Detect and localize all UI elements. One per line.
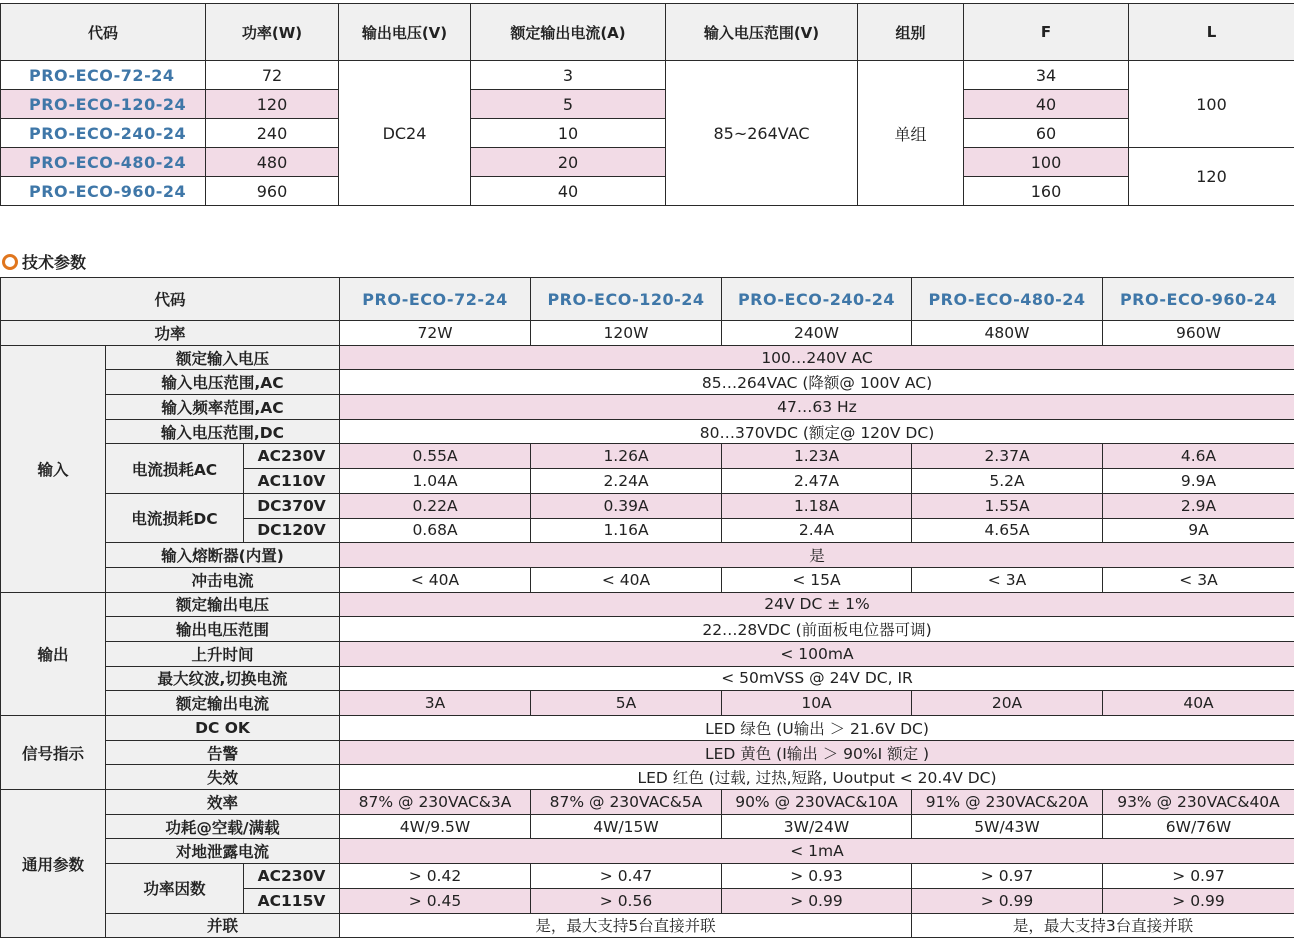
value-cell: 3W/24W	[722, 814, 912, 839]
value-cell: 2.47A	[722, 469, 912, 494]
sub-label: AC230V	[244, 444, 340, 469]
header-row	[1, 4, 1294, 61]
value-cell: 0.39A	[531, 493, 722, 518]
value-cell: 1.55A	[912, 493, 1103, 518]
header-model: PRO-ECO-72-24	[340, 278, 531, 321]
value-cell: 47…63 Hz	[340, 395, 1294, 420]
table-row	[1, 839, 1294, 864]
value-cell: 90% @ 230VAC&10A	[722, 790, 912, 815]
value-cell: 2.9A	[1103, 493, 1294, 518]
value-cell: LED 黄色 (I输出 ＞ 90%I 额定 )	[340, 740, 1294, 765]
power-cell: 72	[206, 61, 339, 90]
value-cell: 240W	[722, 321, 912, 346]
value-cell: 0.22A	[340, 493, 531, 518]
header-code: 代码	[1, 278, 340, 321]
power-cell: 960	[206, 177, 339, 206]
group-label-output: 输出	[1, 592, 106, 715]
f-cell: 60	[964, 119, 1129, 148]
value-cell: > 0.97	[912, 864, 1103, 889]
value-cell: 100…240V AC	[340, 345, 1294, 370]
f-cell: 160	[964, 177, 1129, 206]
value-cell: 2.37A	[912, 444, 1103, 469]
table-row	[1, 419, 1294, 444]
row-label: 输出电压范围	[106, 617, 340, 642]
value-cell: 0.55A	[340, 444, 531, 469]
value-cell: 是，最大支持3台直接并联	[912, 913, 1294, 938]
value-cell: 85…264VAC (降额@ 100V AC)	[340, 370, 1294, 395]
group-label-input: 输入	[1, 345, 106, 592]
value-cell: 6W/76W	[1103, 814, 1294, 839]
value-cell: 91% @ 230VAC&20A	[912, 790, 1103, 815]
table-row	[1, 395, 1294, 420]
table-row	[1, 567, 1294, 592]
value-cell: 3A	[340, 691, 531, 716]
power-row	[1, 321, 1294, 346]
row-label: 并联	[106, 913, 340, 938]
value-cell: < 40A	[340, 567, 531, 592]
table-row	[1, 177, 1294, 206]
table-row	[1, 90, 1294, 119]
table-row	[1, 913, 1294, 938]
value-cell: 5A	[531, 691, 722, 716]
table-row	[1, 666, 1294, 691]
table-row	[1, 345, 1294, 370]
value-cell: 9.9A	[1103, 469, 1294, 494]
value-cell: > 0.99	[1103, 888, 1294, 913]
model-code: PRO-ECO-960-24	[1, 177, 206, 206]
sub-label: DC370V	[244, 493, 340, 518]
value-cell: 480W	[912, 321, 1103, 346]
header-power: 功率(W)	[206, 4, 339, 61]
value-cell: 1.18A	[722, 493, 912, 518]
row-label: 输入电压范围,AC	[106, 370, 340, 395]
value-cell: 5W/43W	[912, 814, 1103, 839]
group-cell: 单组	[858, 61, 964, 206]
header-l: L	[1129, 4, 1294, 61]
row-label: 最大纹波,切换电流	[106, 666, 340, 691]
group-label-general: 通用参数	[1, 790, 106, 938]
value-cell: LED 红色 (过载, 过热,短路, Uoutput < 20.4V DC)	[340, 765, 1294, 790]
model-code: PRO-ECO-240-24	[1, 119, 206, 148]
table-row	[1, 790, 1294, 815]
table-row	[1, 592, 1294, 617]
value-cell: 1.26A	[531, 444, 722, 469]
value-cell: 22…28VDC (前面板电位器可调)	[340, 617, 1294, 642]
sub-label: AC110V	[244, 469, 340, 494]
power-cell: 480	[206, 148, 339, 177]
table-row	[1, 493, 1294, 518]
table-row	[1, 716, 1294, 741]
f-cell: 100	[964, 148, 1129, 177]
header-model: PRO-ECO-960-24	[1103, 278, 1294, 321]
value-cell: < 50mVSS @ 24V DC, IR	[340, 666, 1294, 691]
value-cell: 5.2A	[912, 469, 1103, 494]
header-model: PRO-ECO-120-24	[531, 278, 722, 321]
value-cell: > 0.42	[340, 864, 531, 889]
value-cell: 0.68A	[340, 518, 531, 543]
header-rated-current: 额定输出电流(A)	[471, 4, 666, 61]
row-label: 上升时间	[106, 641, 340, 666]
value-cell: 是，最大支持5台直接并联	[340, 913, 912, 938]
row-label: 电流损耗AC	[106, 444, 244, 493]
l-cell: 100	[1129, 61, 1294, 148]
value-cell: > 0.99	[722, 888, 912, 913]
value-cell: < 15A	[722, 567, 912, 592]
value-cell: 960W	[1103, 321, 1294, 346]
value-cell: 87% @ 230VAC&3A	[340, 790, 531, 815]
row-label: 输入熔断器(内置)	[106, 543, 340, 568]
current-cell: 20	[471, 148, 666, 177]
model-code: PRO-ECO-72-24	[1, 61, 206, 90]
model-selection-table	[0, 3, 1294, 206]
table-row	[1, 740, 1294, 765]
value-cell: 2.24A	[531, 469, 722, 494]
row-label: 失效	[106, 765, 340, 790]
table-row	[1, 444, 1294, 469]
l-cell: 120	[1129, 148, 1294, 206]
row-label: 告警	[106, 740, 340, 765]
value-cell: 4.6A	[1103, 444, 1294, 469]
current-cell: 5	[471, 90, 666, 119]
row-label: 电流损耗DC	[106, 493, 244, 542]
value-cell: 72W	[340, 321, 531, 346]
value-cell: < 3A	[912, 567, 1103, 592]
table-row	[1, 148, 1294, 177]
value-cell: < 3A	[1103, 567, 1294, 592]
value-cell: < 1mA	[340, 839, 1294, 864]
row-label: 输入频率范围,AC	[106, 395, 340, 420]
row-label: 额定输入电压	[106, 345, 340, 370]
row-label: 功率因数	[106, 864, 244, 913]
row-label: DC OK	[106, 716, 340, 741]
current-cell: 40	[471, 177, 666, 206]
table-row	[1, 370, 1294, 395]
value-cell: < 100mA	[340, 641, 1294, 666]
value-cell: 是	[340, 543, 1294, 568]
value-cell: > 0.56	[531, 888, 722, 913]
value-cell: > 0.45	[340, 888, 531, 913]
value-cell: 1.04A	[340, 469, 531, 494]
table-row	[1, 61, 1294, 90]
sub-label: AC230V	[244, 864, 340, 889]
header-f: F	[964, 4, 1129, 61]
sub-label: AC115V	[244, 888, 340, 913]
table-row	[1, 814, 1294, 839]
table-row	[1, 119, 1294, 148]
value-cell: 80…370VDC (额定@ 120V DC)	[340, 419, 1294, 444]
header-output-voltage: 输出电压(V)	[339, 4, 471, 61]
row-label: 冲击电流	[106, 567, 340, 592]
header-group: 组别	[858, 4, 964, 61]
row-label: 额定输出电压	[106, 592, 340, 617]
header-input-range: 输入电压范围(V)	[666, 4, 858, 61]
f-cell: 34	[964, 61, 1129, 90]
row-label: 功率	[1, 321, 340, 346]
value-cell: LED 绿色 (U输出 ＞ 21.6V DC)	[340, 716, 1294, 741]
value-cell: 1.23A	[722, 444, 912, 469]
table-row	[1, 864, 1294, 889]
value-cell: 4.65A	[912, 518, 1103, 543]
f-cell: 40	[964, 90, 1129, 119]
value-cell: 4W/9.5W	[340, 814, 531, 839]
section-heading	[2, 250, 86, 273]
value-cell: 9A	[1103, 518, 1294, 543]
value-cell: 120W	[531, 321, 722, 346]
table-row	[1, 617, 1294, 642]
value-cell: 4W/15W	[531, 814, 722, 839]
section-title: 技术参数	[22, 253, 87, 272]
value-cell: 10A	[722, 691, 912, 716]
row-label: 输入电压范围,DC	[106, 419, 340, 444]
current-cell: 10	[471, 119, 666, 148]
power-cell: 240	[206, 119, 339, 148]
header-code: 代码	[1, 4, 206, 61]
table-row	[1, 765, 1294, 790]
value-cell: > 0.99	[912, 888, 1103, 913]
value-cell: 2.4A	[722, 518, 912, 543]
output-voltage-cell: DC24	[339, 61, 471, 206]
table-row	[1, 641, 1294, 666]
header-model: PRO-ECO-480-24	[912, 278, 1103, 321]
value-cell: 24V DC ± 1%	[340, 592, 1294, 617]
value-cell: > 0.47	[531, 864, 722, 889]
row-label: 额定输出电流	[106, 691, 340, 716]
value-cell: 1.16A	[531, 518, 722, 543]
header-row	[1, 278, 1294, 321]
sub-label: DC120V	[244, 518, 340, 543]
group-label-signal: 信号指示	[1, 716, 106, 790]
row-label: 效率	[106, 790, 340, 815]
table-row	[1, 543, 1294, 568]
value-cell: 40A	[1103, 691, 1294, 716]
input-range-cell: 85~264VAC	[666, 61, 858, 206]
tech-params-table	[0, 277, 1294, 938]
model-code: PRO-ECO-120-24	[1, 90, 206, 119]
current-cell: 3	[471, 61, 666, 90]
table-row	[1, 691, 1294, 716]
circle-bullet-icon	[2, 254, 18, 270]
value-cell: 87% @ 230VAC&5A	[531, 790, 722, 815]
value-cell: > 0.93	[722, 864, 912, 889]
value-cell: 93% @ 230VAC&40A	[1103, 790, 1294, 815]
row-label: 对地泄露电流	[106, 839, 340, 864]
model-code: PRO-ECO-480-24	[1, 148, 206, 177]
value-cell: 20A	[912, 691, 1103, 716]
row-label: 功耗@空载/满载	[106, 814, 340, 839]
value-cell: < 40A	[531, 567, 722, 592]
power-cell: 120	[206, 90, 339, 119]
value-cell: > 0.97	[1103, 864, 1294, 889]
header-model: PRO-ECO-240-24	[722, 278, 912, 321]
